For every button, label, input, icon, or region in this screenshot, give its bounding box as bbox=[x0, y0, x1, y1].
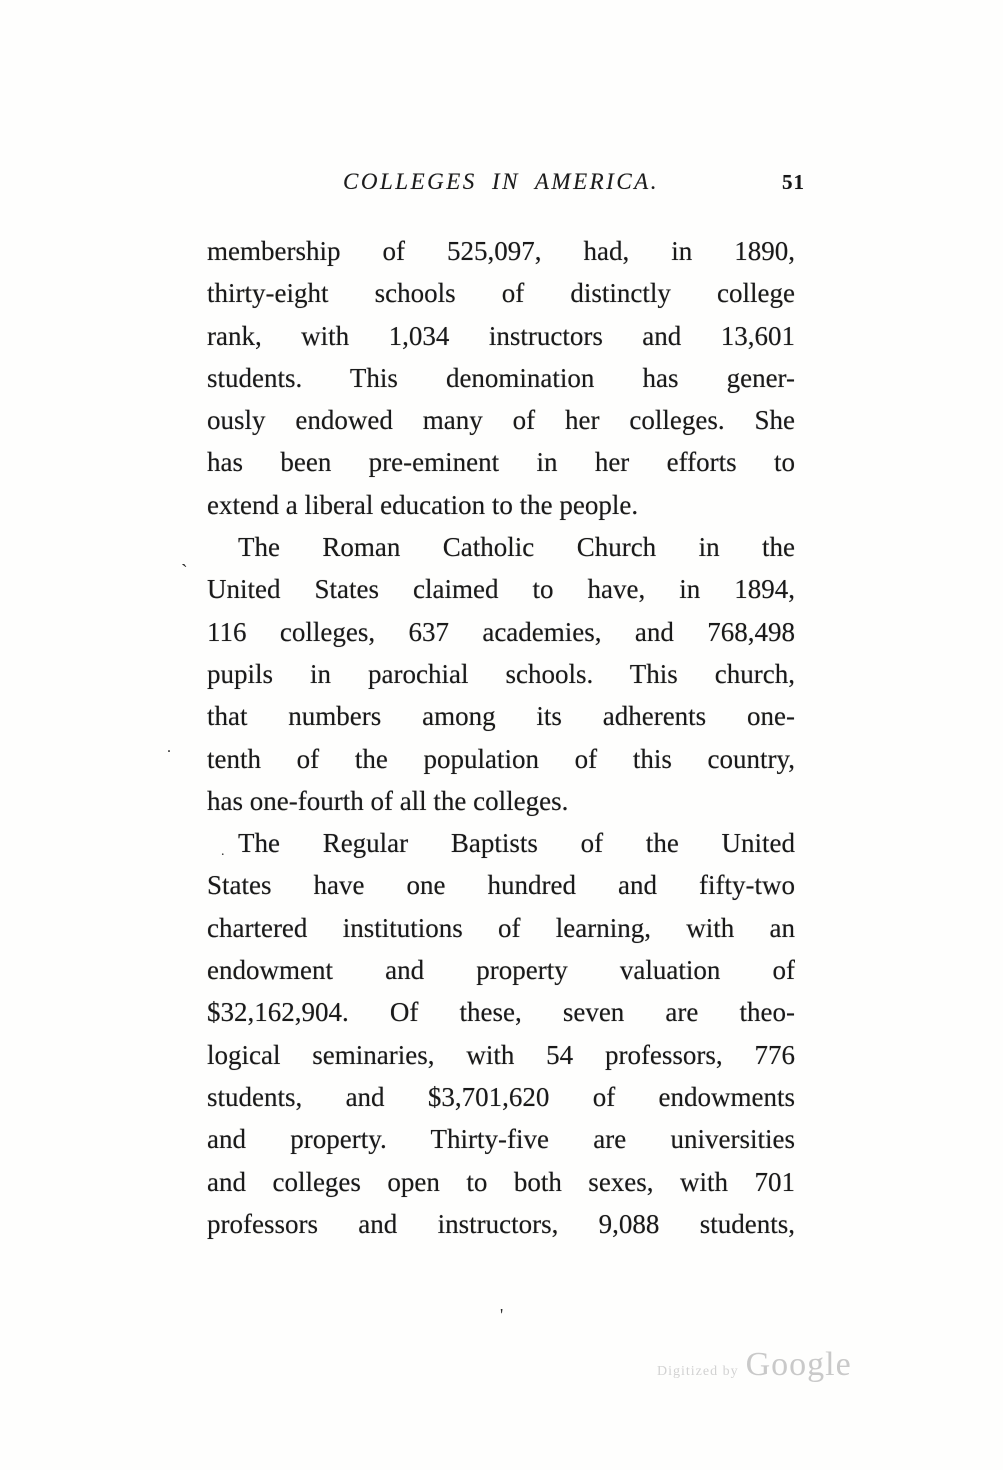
paragraph bbox=[207, 822, 795, 1245]
text-line: has been pre-eminent in her efforts to bbox=[207, 447, 795, 478]
watermark-prefix-text: Digitized by bbox=[657, 1364, 739, 1379]
text-line: endowment and property valuation of bbox=[207, 955, 795, 986]
text-line: rank, with 1,034 instructors and 13,601 bbox=[207, 320, 795, 351]
text-line: $32,162,904. Of these, seven are theo- bbox=[207, 997, 795, 1028]
text-line: The Roman Catholic Church in the bbox=[238, 532, 795, 563]
google-logo-text: Google bbox=[745, 1346, 852, 1383]
page-body bbox=[207, 230, 795, 1245]
running-title: COLLEGES IN AMERICA. bbox=[343, 169, 659, 194]
text-line: students, and $3,701,620 of endowments bbox=[207, 1081, 795, 1112]
text-line: extend a liberal education to the people. bbox=[207, 489, 639, 520]
text-line: States have one hundred and fifty-two bbox=[207, 870, 795, 901]
digitization-watermark bbox=[657, 1346, 852, 1384]
text-line: students. This denomination has gener- bbox=[207, 362, 795, 393]
paragraph bbox=[207, 230, 795, 526]
text-line: that numbers among its adherents one- bbox=[207, 701, 795, 732]
text-line: chartered institutions of learning, with an bbox=[207, 912, 795, 943]
running-head bbox=[207, 169, 805, 199]
scan-speck: ' bbox=[500, 1305, 504, 1325]
scan-speck: . bbox=[167, 739, 171, 756]
text-line: professors and instructors, 9,088 students, bbox=[207, 1208, 795, 1239]
text-line: and property. Thirty-five are universities bbox=[207, 1124, 795, 1155]
text-line: membership of 525,097, had, in 1890, bbox=[207, 236, 795, 266]
text-line: 116 colleges, 637 academies, and 768,498 bbox=[207, 616, 795, 647]
page-number: 51 bbox=[782, 170, 805, 194]
text-line: and colleges open to both sexes, with 701 bbox=[207, 1166, 795, 1197]
text-line: The Regular Baptists of the United bbox=[238, 828, 795, 859]
text-line: pupils in parochial schools. This church, bbox=[207, 658, 795, 689]
scan-speck: . bbox=[221, 844, 225, 859]
text-line: tenth of the population of this country, bbox=[207, 743, 795, 774]
text-line: has one-fourth of all the colleges. bbox=[207, 785, 569, 816]
paragraph bbox=[207, 526, 795, 822]
text-line: thirty-eight schools of distinctly college bbox=[207, 278, 795, 309]
text-line: United States claimed to have, in 1894, bbox=[207, 574, 795, 605]
text-line: ously endowed many of her colleges. She bbox=[207, 405, 795, 436]
text-line: logical seminaries, with 54 professors, 776 bbox=[207, 1039, 795, 1070]
scan-speck: ` bbox=[181, 561, 188, 583]
